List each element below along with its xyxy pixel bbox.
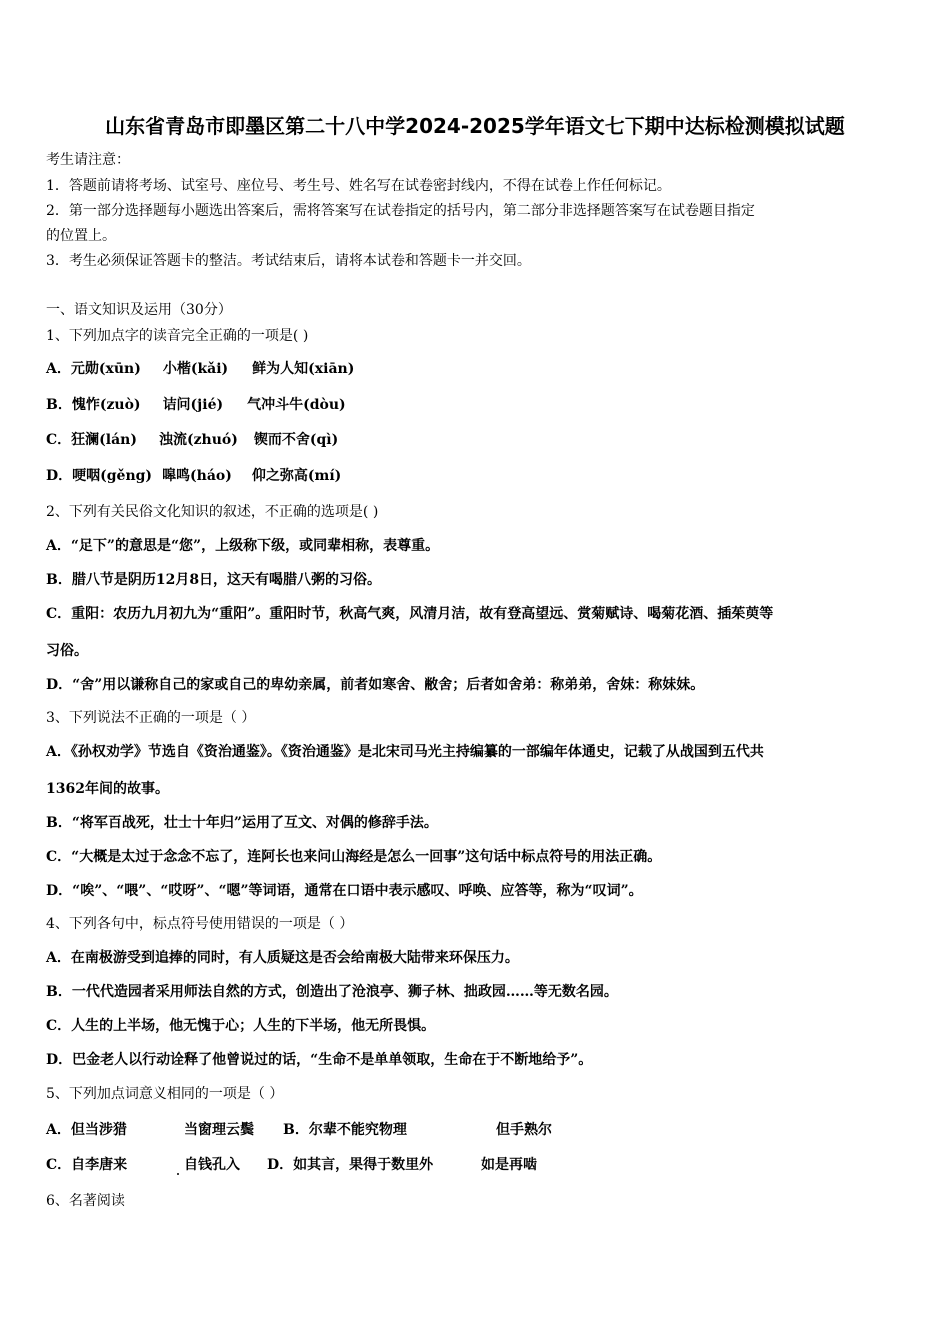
q5-option-c-2: 自钱孔入 (184, 1157, 240, 1173)
q3-option-c: C．“大概是太过于念念不忘了，连阿长也来问山海经是怎么一回事”这句话中标点符号的用法正确。 (46, 849, 662, 865)
notice-item-2-cont: 的位置上。 (46, 228, 116, 244)
q1-a-word-3: 鲜为人知(xiān) (252, 361, 355, 377)
q3-option-b: B．“将军百战死，壮士十年归”运用了互文、对偶的修辞手法。 (46, 815, 438, 831)
q3-stem: 3、下列说法不正确的一项是（ ） (46, 710, 256, 726)
q5-option-a-2: 当窗理云鬓 (184, 1122, 254, 1138)
q5-option-c-1: C．自李唐来 (46, 1157, 128, 1173)
q4-option-d: D．巴金老人以行动诠释了他曾说过的话，“生命不是单单领取，生命在于不断地给予”。 (46, 1052, 593, 1068)
q5-option-d-1: D．如其言，果得于数里外 (267, 1157, 434, 1173)
q3-option-a-cont: 1362年间的故事。 (46, 781, 169, 797)
q5-stem: 5、下列加点词意义相同的一项是（ ） (46, 1086, 284, 1102)
q1-b-word-1: B．愧怍(zuò) (46, 397, 141, 413)
q1-option-a (46, 359, 354, 379)
q1-c-word-2: 浊流(zhuó) (158, 432, 238, 448)
q1-b-word-3: 气冲斗牛(dòu) (247, 397, 346, 413)
q1-option-c (46, 430, 338, 450)
q2-stem: 2、下列有关民俗文化知识的叙述，不正确的选项是( ) (46, 504, 379, 520)
section-heading: 一、语文知识及运用（30分） (46, 302, 232, 318)
q2-option-c: C．重阳：农历九月初九为“重阳”。重阳时节，秋高气爽，风清月洁，故有登高望远、赏菊赋诗、喝菊花酒、插茱萸等 (46, 606, 774, 622)
q4-option-c: C．人生的上半场，他无愧于心；人生的下半场，他无所畏惧。 (46, 1018, 436, 1034)
notice-item-1: 1．答题前请将考场、试室号、座位号、考生号、姓名写在试卷密封线内，不得在试卷上作任何标记。 (46, 178, 671, 194)
q2-option-d: D．“舍”用以谦称自己的家或自己的卑幼亲属，前者如寒舍、敝舍；后者如舍弟：称弟弟，舍妹：称妹妹。 (46, 677, 705, 693)
q1-d-word-2: 嗥鸣(háo) (162, 468, 232, 484)
q5-option-b-1: B．尔辈不能究物理 (283, 1122, 407, 1138)
q1-d-word-3: 仰之弥高(mí) (251, 468, 342, 484)
q1-a-word-1: A．元勋(xūn) (46, 361, 141, 377)
q4-option-a: A．在南极游受到追捧的同时，有人质疑这是否会给南极大陆带来环保压力。 (46, 950, 519, 966)
q2-option-b: B．腊八节是阴历12月8日，这天有喝腊八粥的习俗。 (46, 572, 382, 588)
q1-stem: 1、下列加点字的读音完全正确的一项是( ) (46, 328, 309, 344)
page-title: 山东省青岛市即墨区第二十八中学2024-2025学年语文七下期中达标检测模拟试题 (105, 114, 845, 138)
emphasis-dot (177, 1173, 179, 1175)
notice-header: 考生请注意： (46, 152, 130, 168)
q4-stem: 4、下列各句中，标点符号使用错误的一项是（ ） (46, 916, 354, 932)
q4-option-b: B．一代代造园者采用师法自然的方式，创造出了沧浪亭、狮子林、拙政园……等无数名园。 (46, 984, 618, 1000)
q5-option-d-2: 如是再啮 (481, 1157, 537, 1173)
q1-a-word-2: 小楷(kǎi) (162, 361, 229, 377)
notice-item-3: 3．考生必须保证答题卡的整洁。考试结束后，请将本试卷和答题卡一并交回。 (46, 253, 531, 269)
q1-c-word-1: C．狂澜(lán) (46, 432, 137, 448)
q3-option-d: D．“唉”、“喂”、“哎呀”、“嗯”等词语，通常在口语中表示感叹、呼唤、应答等，称为“叹词”。 (46, 883, 643, 899)
q1-option-b (46, 395, 346, 415)
q1-b-word-2: 诘问(jié) (162, 397, 224, 413)
q1-option-d (46, 466, 341, 486)
q1-c-word-3: 锲而不舍(qì) (253, 432, 339, 448)
q5-option-b-2: 但手熟尔 (496, 1122, 552, 1138)
q2-option-c-cont: 习俗。 (46, 643, 88, 659)
q6-stem: 6、名著阅读 (46, 1193, 125, 1209)
q1-d-word-1: D．哽咽(gěng) (46, 468, 153, 484)
notice-item-2: 2．第一部分选择题每小题选出答案后，需将答案写在试卷指定的括号内，第二部分非选择题答案写在试卷题目指定 (46, 203, 755, 219)
q2-option-a: A．“足下”的意思是“您”，上级称下级，或同辈相称，表尊重。 (46, 538, 440, 554)
q3-option-a: A．《孙权劝学》节选自《资治通鉴》。《资治通鉴》是北宋司马光主持编纂的一部编年体通史，记载了从战国到五代共 (46, 744, 764, 760)
q5-option-a-1: A．但当涉猎 (46, 1122, 127, 1138)
